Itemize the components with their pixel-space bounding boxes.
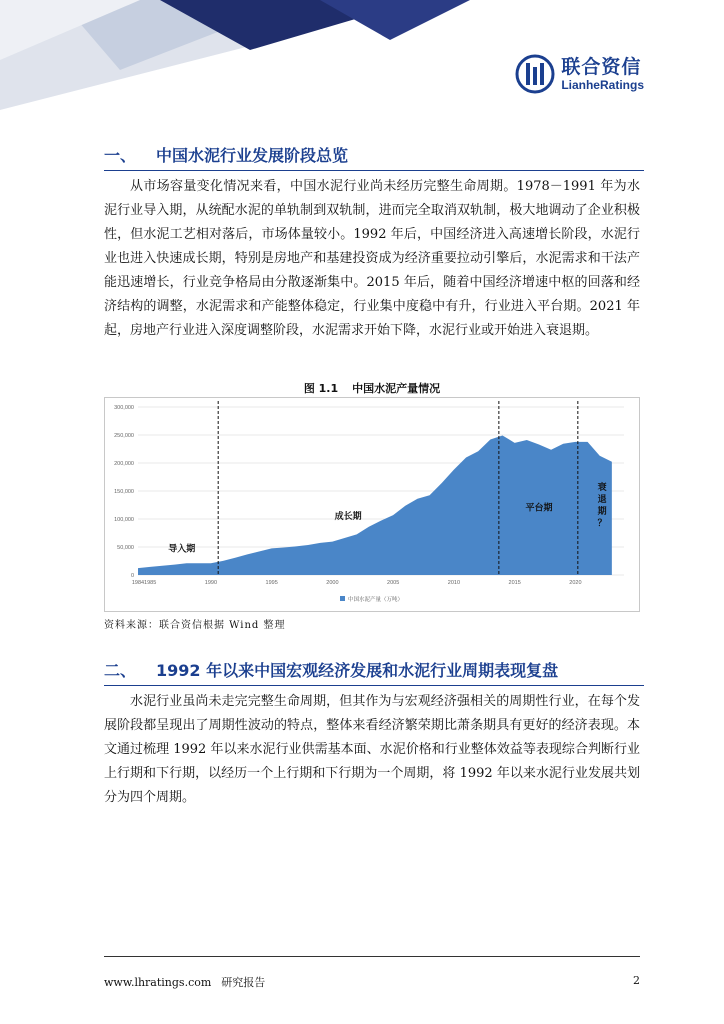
legend-swatch	[340, 596, 345, 601]
x-tick-label: 1985	[144, 580, 157, 586]
phase-label: 导入期	[168, 544, 196, 555]
x-tick-label: 2005	[387, 580, 400, 586]
logo-name-cn: 联合资信	[561, 56, 642, 78]
section-2-title: 1992 年以来中国宏观经济发展和水泥行业周期表现复盘	[156, 661, 559, 680]
figure-number: 图 1.1	[303, 382, 339, 395]
y-tick-label: 0	[130, 573, 134, 579]
x-tick-label: 1984	[131, 580, 145, 586]
company-logo	[515, 54, 644, 94]
lianhe-logo-icon	[515, 54, 555, 94]
legend-label: 中国水泥产量（万吨）	[348, 597, 404, 603]
section-1-number: 一、	[104, 146, 137, 165]
figure-caption	[104, 380, 640, 396]
figure-title: 中国水泥产量情况	[352, 382, 441, 395]
section-1-heading	[104, 143, 644, 171]
phase-label: 平台期	[525, 503, 553, 514]
section-1-title: 中国水泥行业发展阶段总览	[156, 146, 349, 165]
y-tick-label: 150,000	[114, 489, 134, 495]
section-2-number: 二、	[104, 661, 137, 680]
x-tick-label: 1995	[265, 580, 278, 586]
footer-divider	[104, 956, 640, 957]
section-1-paragraph: 从市场容量变化情况来看，中国水泥行业尚未经历完整生命周期。1978－1991 年为水泥行业导入期，从统配水泥的单轨制到双轨制，进而完全取消双轨制，极大地调动了企业积极性，但水泥工艺相对落后，市场体量较小。1992 年后，中国经济进入高速增长阶段，水泥行业也进入快速成长期，特别是房地产和基建投资成为经济重要拉动引擎后，水泥需求和干法产能迅速增长，行业竞争格局由分散逐渐集中。2015 年后，随着中国经济增速中枢的回落和经济结构的调整，水泥需求和产能整体稳定，行业集中度稳中有升，行业进入平台期。2021 年起，房地产行业进入深度调整阶段，水泥需求开始下降，水泥行业或开始进入衰退期。	[104, 179, 640, 338]
decline-phase-label: ？	[597, 518, 607, 529]
x-tick-label: 2020	[569, 580, 582, 586]
page-number: 2	[633, 974, 640, 987]
y-tick-label: 250,000	[114, 433, 134, 439]
section-2-heading	[104, 658, 644, 686]
cement-production-chart	[104, 397, 640, 612]
x-tick-label: 2000	[326, 580, 339, 586]
x-tick-label: 2010	[447, 580, 461, 586]
decline-phase-label: 退	[597, 494, 607, 505]
y-tick-label: 100,000	[114, 517, 134, 523]
decline-phase-label: 衰	[597, 482, 607, 493]
section-2-paragraph: 水泥行业虽尚未走完完整生命周期，但其作为与宏观经济强相关的周期性行业，在每个发展阶段都呈现出了周期性波动的特点，整体来看经济繁荣期比萧条期具有更好的经济表现。本文通过梳理 1992 年以来水泥行业供需基本面、水泥价格和行业整体效益等表现综合判断行业上行期和下行期，以经历一个上行期和下行期为一个周期，将 1992 年以来水泥行业发展共划分为四个周期。	[104, 694, 640, 805]
figure-source: 资料来源：联合资信根据 Wind 整理	[104, 620, 286, 631]
phase-label: 成长期	[334, 512, 362, 522]
x-tick-label: 2015	[508, 580, 521, 586]
y-tick-label: 300,000	[114, 405, 134, 411]
x-tick-label: 1990	[204, 580, 218, 586]
logo-name-en: LianheRatings	[561, 78, 644, 92]
decline-phase-label: 期	[597, 506, 607, 517]
footer-report-type: 研究报告	[221, 976, 266, 989]
footer-website[interactable]: www.lhratings.com	[104, 976, 212, 989]
y-tick-label: 200,000	[114, 461, 134, 467]
footer-left	[104, 974, 265, 990]
y-tick-label: 50,000	[117, 545, 134, 551]
